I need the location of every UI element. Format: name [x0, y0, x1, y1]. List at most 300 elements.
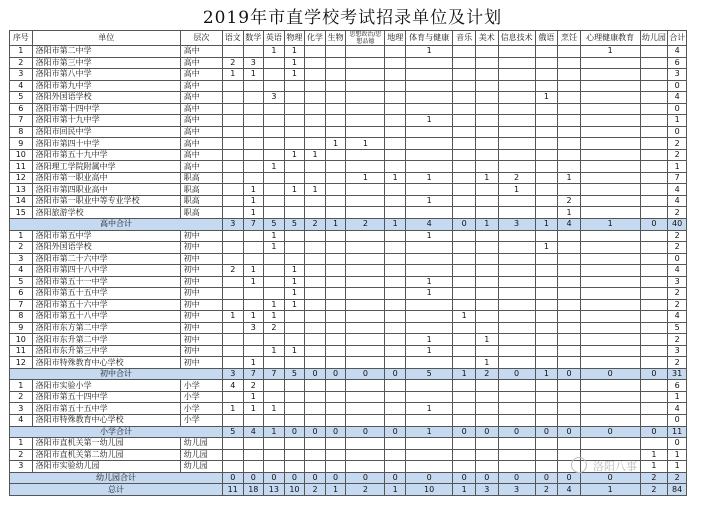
value-cell	[222, 149, 243, 161]
value-cell	[640, 334, 668, 346]
value-cell	[284, 391, 305, 403]
value-cell	[264, 115, 285, 127]
school-name: 洛阳市东方第二中学	[32, 322, 180, 334]
header-cell: 心理健康教育	[580, 31, 640, 46]
school-level: 幼儿园	[180, 449, 222, 461]
value-cell: 2	[668, 207, 687, 219]
value-cell	[325, 184, 346, 196]
value-cell	[453, 449, 476, 461]
value-cell	[453, 172, 476, 184]
value-cell	[558, 334, 581, 346]
value-cell: 7	[264, 368, 285, 380]
value-cell	[385, 391, 406, 403]
value-cell	[475, 449, 498, 461]
table-row	[10, 438, 687, 450]
value-cell	[558, 288, 581, 300]
value-cell	[580, 80, 640, 92]
value-cell	[284, 172, 305, 184]
value-cell	[264, 253, 285, 265]
value-cell	[580, 253, 640, 265]
value-cell	[453, 334, 476, 346]
value-cell: 0	[558, 368, 581, 380]
value-cell	[243, 172, 264, 184]
value-cell	[325, 80, 346, 92]
value-cell: 1	[475, 334, 498, 346]
value-cell	[264, 391, 285, 403]
value-cell	[640, 115, 668, 127]
value-cell	[640, 311, 668, 323]
school-name: 洛阳市直机关第一幼儿园	[32, 438, 180, 450]
value-cell	[222, 334, 243, 346]
value-cell	[325, 299, 346, 311]
row-number: 2	[10, 449, 33, 461]
school-name: 洛阳市第一职业中等专业学校	[32, 195, 180, 207]
value-cell	[346, 80, 385, 92]
value-cell: 1	[405, 345, 452, 357]
value-cell: 0	[475, 426, 498, 438]
value-cell: 1	[222, 403, 243, 415]
value-cell: 0	[558, 472, 581, 484]
value-cell	[580, 415, 640, 427]
value-cell	[580, 195, 640, 207]
value-cell	[475, 207, 498, 219]
value-cell: 3	[498, 218, 535, 230]
value-cell	[243, 415, 264, 427]
value-cell: 0	[668, 415, 687, 427]
value-cell	[475, 242, 498, 254]
value-cell	[640, 207, 668, 219]
school-name: 洛阳市第八中学	[32, 69, 180, 81]
school-level: 高中	[180, 69, 222, 81]
value-cell	[385, 80, 406, 92]
school-name: 洛阳市第四十中学	[32, 138, 180, 150]
value-cell	[475, 265, 498, 277]
table-row	[10, 311, 687, 323]
value-cell	[305, 103, 326, 115]
value-cell	[498, 403, 535, 415]
value-cell	[558, 253, 581, 265]
value-cell: 0	[498, 368, 535, 380]
value-cell	[453, 207, 476, 219]
value-cell: 1	[668, 391, 687, 403]
value-cell	[498, 92, 535, 104]
value-cell	[475, 438, 498, 450]
school-level: 初中	[180, 276, 222, 288]
school-level: 初中	[180, 265, 222, 277]
table-row	[10, 334, 687, 346]
value-cell	[498, 276, 535, 288]
value-cell	[346, 299, 385, 311]
school-name: 洛阳市实验小学	[32, 380, 180, 392]
value-cell	[580, 322, 640, 334]
row-number: 2	[10, 242, 33, 254]
value-cell: 4	[668, 265, 687, 277]
value-cell	[535, 299, 558, 311]
value-cell: 0	[346, 426, 385, 438]
value-cell	[640, 149, 668, 161]
value-cell: 1	[284, 149, 305, 161]
subtotal-row	[10, 218, 687, 230]
row-number: 10	[10, 149, 33, 161]
header-cell: 美术	[475, 31, 498, 46]
value-cell	[580, 276, 640, 288]
value-cell	[580, 69, 640, 81]
row-number: 7	[10, 299, 33, 311]
value-cell	[264, 103, 285, 115]
school-level: 初中	[180, 230, 222, 242]
table-row	[10, 57, 687, 69]
value-cell	[385, 403, 406, 415]
value-cell	[284, 207, 305, 219]
value-cell	[453, 357, 476, 369]
value-cell	[264, 184, 285, 196]
value-cell	[475, 195, 498, 207]
value-cell	[535, 345, 558, 357]
value-cell	[580, 438, 640, 450]
value-cell	[498, 230, 535, 242]
value-cell: 1	[475, 172, 498, 184]
value-cell	[346, 265, 385, 277]
value-cell	[222, 184, 243, 196]
school-level: 初中	[180, 311, 222, 323]
value-cell	[453, 242, 476, 254]
value-cell: 1	[558, 172, 581, 184]
value-cell	[325, 242, 346, 254]
value-cell	[385, 288, 406, 300]
value-cell	[405, 322, 452, 334]
value-cell	[325, 345, 346, 357]
value-cell	[222, 288, 243, 300]
value-cell: 1	[243, 391, 264, 403]
table-row	[10, 161, 687, 173]
value-cell	[453, 46, 476, 58]
value-cell	[325, 334, 346, 346]
value-cell	[580, 288, 640, 300]
value-cell	[535, 380, 558, 392]
value-cell: 3	[668, 276, 687, 288]
value-cell	[535, 80, 558, 92]
value-cell	[640, 403, 668, 415]
value-cell	[385, 207, 406, 219]
value-cell	[325, 46, 346, 58]
value-cell	[305, 299, 326, 311]
value-cell: 0	[346, 472, 385, 484]
value-cell	[640, 288, 668, 300]
value-cell: 4	[558, 484, 581, 496]
value-cell: 1	[243, 265, 264, 277]
value-cell: 0	[668, 80, 687, 92]
value-cell: 1	[243, 184, 264, 196]
value-cell	[580, 103, 640, 115]
value-cell	[640, 345, 668, 357]
value-cell	[385, 380, 406, 392]
value-cell: 1	[305, 184, 326, 196]
value-cell	[222, 172, 243, 184]
school-level: 小学	[180, 403, 222, 415]
value-cell	[264, 195, 285, 207]
value-cell: 11	[668, 426, 687, 438]
value-cell	[385, 415, 406, 427]
value-cell: 1	[264, 426, 285, 438]
row-number: 15	[10, 207, 33, 219]
value-cell	[580, 115, 640, 127]
value-cell	[385, 345, 406, 357]
header-cell: 单位	[32, 31, 180, 46]
value-cell: 2	[346, 484, 385, 496]
value-cell	[475, 461, 498, 473]
value-cell	[558, 115, 581, 127]
value-cell	[558, 380, 581, 392]
value-cell: 1	[475, 218, 498, 230]
value-cell	[405, 92, 452, 104]
value-cell: 2	[346, 218, 385, 230]
value-cell	[284, 311, 305, 323]
value-cell: 1	[243, 311, 264, 323]
value-cell	[580, 138, 640, 150]
header-cell: 数学	[243, 31, 264, 46]
value-cell	[405, 69, 452, 81]
value-cell	[305, 46, 326, 58]
value-cell	[640, 391, 668, 403]
school-name: 洛阳市第五十一中学	[32, 276, 180, 288]
school-name: 洛阳市第五十四中学	[32, 391, 180, 403]
value-cell	[535, 391, 558, 403]
value-cell	[325, 403, 346, 415]
row-number: 6	[10, 103, 33, 115]
row-number: 11	[10, 161, 33, 173]
value-cell	[346, 92, 385, 104]
value-cell	[535, 253, 558, 265]
row-number: 1	[10, 438, 33, 450]
value-cell: 1	[284, 276, 305, 288]
header-cell: 幼儿园	[640, 31, 668, 46]
value-cell	[346, 345, 385, 357]
value-cell	[222, 138, 243, 150]
subtotal-label: 总计	[10, 484, 223, 496]
school-level: 小学	[180, 380, 222, 392]
table-row	[10, 138, 687, 150]
value-cell	[385, 161, 406, 173]
value-cell	[264, 415, 285, 427]
value-cell: 0	[305, 368, 326, 380]
header-cell: 生物	[325, 31, 346, 46]
table-row	[10, 380, 687, 392]
value-cell	[475, 415, 498, 427]
value-cell	[284, 380, 305, 392]
value-cell	[453, 391, 476, 403]
value-cell	[475, 161, 498, 173]
value-cell: 3	[264, 92, 285, 104]
value-cell	[535, 449, 558, 461]
value-cell	[325, 172, 346, 184]
value-cell	[453, 69, 476, 81]
value-cell	[558, 311, 581, 323]
value-cell: 4	[222, 380, 243, 392]
value-cell	[243, 230, 264, 242]
value-cell	[305, 311, 326, 323]
value-cell	[305, 92, 326, 104]
value-cell	[640, 242, 668, 254]
value-cell	[222, 115, 243, 127]
row-number: 11	[10, 345, 33, 357]
value-cell	[580, 345, 640, 357]
value-cell: 0	[453, 218, 476, 230]
value-cell	[453, 80, 476, 92]
value-cell	[346, 322, 385, 334]
value-cell	[453, 230, 476, 242]
value-cell	[264, 288, 285, 300]
table-row	[10, 265, 687, 277]
value-cell	[475, 253, 498, 265]
value-cell	[580, 357, 640, 369]
value-cell	[385, 299, 406, 311]
value-cell	[385, 322, 406, 334]
value-cell	[453, 138, 476, 150]
value-cell: 1	[405, 403, 452, 415]
value-cell	[475, 80, 498, 92]
value-cell	[222, 195, 243, 207]
value-cell	[640, 322, 668, 334]
value-cell	[305, 438, 326, 450]
value-cell: 1	[668, 461, 687, 473]
value-cell: 1	[535, 368, 558, 380]
value-cell	[535, 126, 558, 138]
value-cell: 0	[498, 426, 535, 438]
value-cell	[385, 253, 406, 265]
value-cell	[498, 69, 535, 81]
value-cell	[264, 207, 285, 219]
value-cell	[325, 207, 346, 219]
value-cell	[325, 438, 346, 450]
value-cell	[243, 103, 264, 115]
value-cell	[243, 80, 264, 92]
value-cell	[346, 438, 385, 450]
value-cell	[264, 69, 285, 81]
value-cell	[305, 138, 326, 150]
table-row	[10, 172, 687, 184]
value-cell	[325, 391, 346, 403]
header-row	[10, 31, 687, 46]
value-cell: 1	[243, 195, 264, 207]
table-row	[10, 357, 687, 369]
grand-total-row	[10, 484, 687, 496]
value-cell	[305, 161, 326, 173]
school-level: 初中	[180, 242, 222, 254]
row-number: 10	[10, 334, 33, 346]
value-cell	[535, 322, 558, 334]
value-cell: 0	[475, 472, 498, 484]
value-cell	[453, 288, 476, 300]
table-row	[10, 230, 687, 242]
value-cell	[535, 334, 558, 346]
value-cell: 4	[668, 311, 687, 323]
value-cell: 0	[243, 472, 264, 484]
value-cell: 5	[284, 218, 305, 230]
value-cell: 4	[668, 92, 687, 104]
value-cell	[243, 345, 264, 357]
value-cell: 5	[405, 368, 452, 380]
value-cell	[535, 461, 558, 473]
value-cell	[243, 288, 264, 300]
value-cell	[453, 299, 476, 311]
value-cell	[453, 276, 476, 288]
value-cell	[305, 230, 326, 242]
value-cell	[305, 461, 326, 473]
value-cell	[346, 149, 385, 161]
header-cell: 语文	[222, 31, 243, 46]
value-cell	[475, 288, 498, 300]
value-cell: 2	[498, 172, 535, 184]
value-cell	[325, 357, 346, 369]
table-row	[10, 103, 687, 115]
value-cell	[284, 80, 305, 92]
value-cell: 2	[222, 265, 243, 277]
school-name: 洛阳外国语学校	[32, 92, 180, 104]
school-name: 洛阳市东升第三中学	[32, 345, 180, 357]
value-cell	[535, 138, 558, 150]
value-cell	[305, 115, 326, 127]
header-cell: 合计	[668, 31, 687, 46]
value-cell: 1	[640, 449, 668, 461]
value-cell	[284, 103, 305, 115]
value-cell	[475, 69, 498, 81]
value-cell	[385, 103, 406, 115]
value-cell	[385, 149, 406, 161]
value-cell	[475, 115, 498, 127]
value-cell	[222, 299, 243, 311]
value-cell: 1	[405, 46, 452, 58]
value-cell: 1	[405, 172, 452, 184]
table-body	[10, 46, 687, 496]
value-cell: 0	[385, 472, 406, 484]
value-cell: 0	[558, 426, 581, 438]
value-cell	[405, 126, 452, 138]
value-cell	[558, 345, 581, 357]
table-row	[10, 69, 687, 81]
header-cell: 地理	[385, 31, 406, 46]
value-cell: 1	[385, 172, 406, 184]
value-cell	[222, 161, 243, 173]
value-cell	[222, 126, 243, 138]
value-cell: 1	[284, 288, 305, 300]
value-cell: 2	[668, 149, 687, 161]
watermark-text: 洛阳八事	[593, 460, 637, 473]
value-cell	[405, 311, 452, 323]
value-cell	[305, 265, 326, 277]
value-cell	[498, 253, 535, 265]
value-cell	[222, 449, 243, 461]
value-cell: 4	[558, 218, 581, 230]
value-cell	[405, 438, 452, 450]
value-cell	[325, 69, 346, 81]
value-cell: 1	[405, 230, 452, 242]
value-cell	[305, 242, 326, 254]
value-cell	[640, 69, 668, 81]
row-number: 5	[10, 276, 33, 288]
school-level: 高中	[180, 138, 222, 150]
value-cell	[558, 299, 581, 311]
value-cell	[325, 230, 346, 242]
table-row	[10, 207, 687, 219]
school-level: 初中	[180, 322, 222, 334]
school-name: 洛阳市第九中学	[32, 80, 180, 92]
school-level: 高中	[180, 46, 222, 58]
value-cell	[305, 195, 326, 207]
subtotal-label: 幼儿园合计	[10, 472, 223, 484]
value-cell	[558, 126, 581, 138]
row-number: 2	[10, 391, 33, 403]
value-cell	[453, 415, 476, 427]
